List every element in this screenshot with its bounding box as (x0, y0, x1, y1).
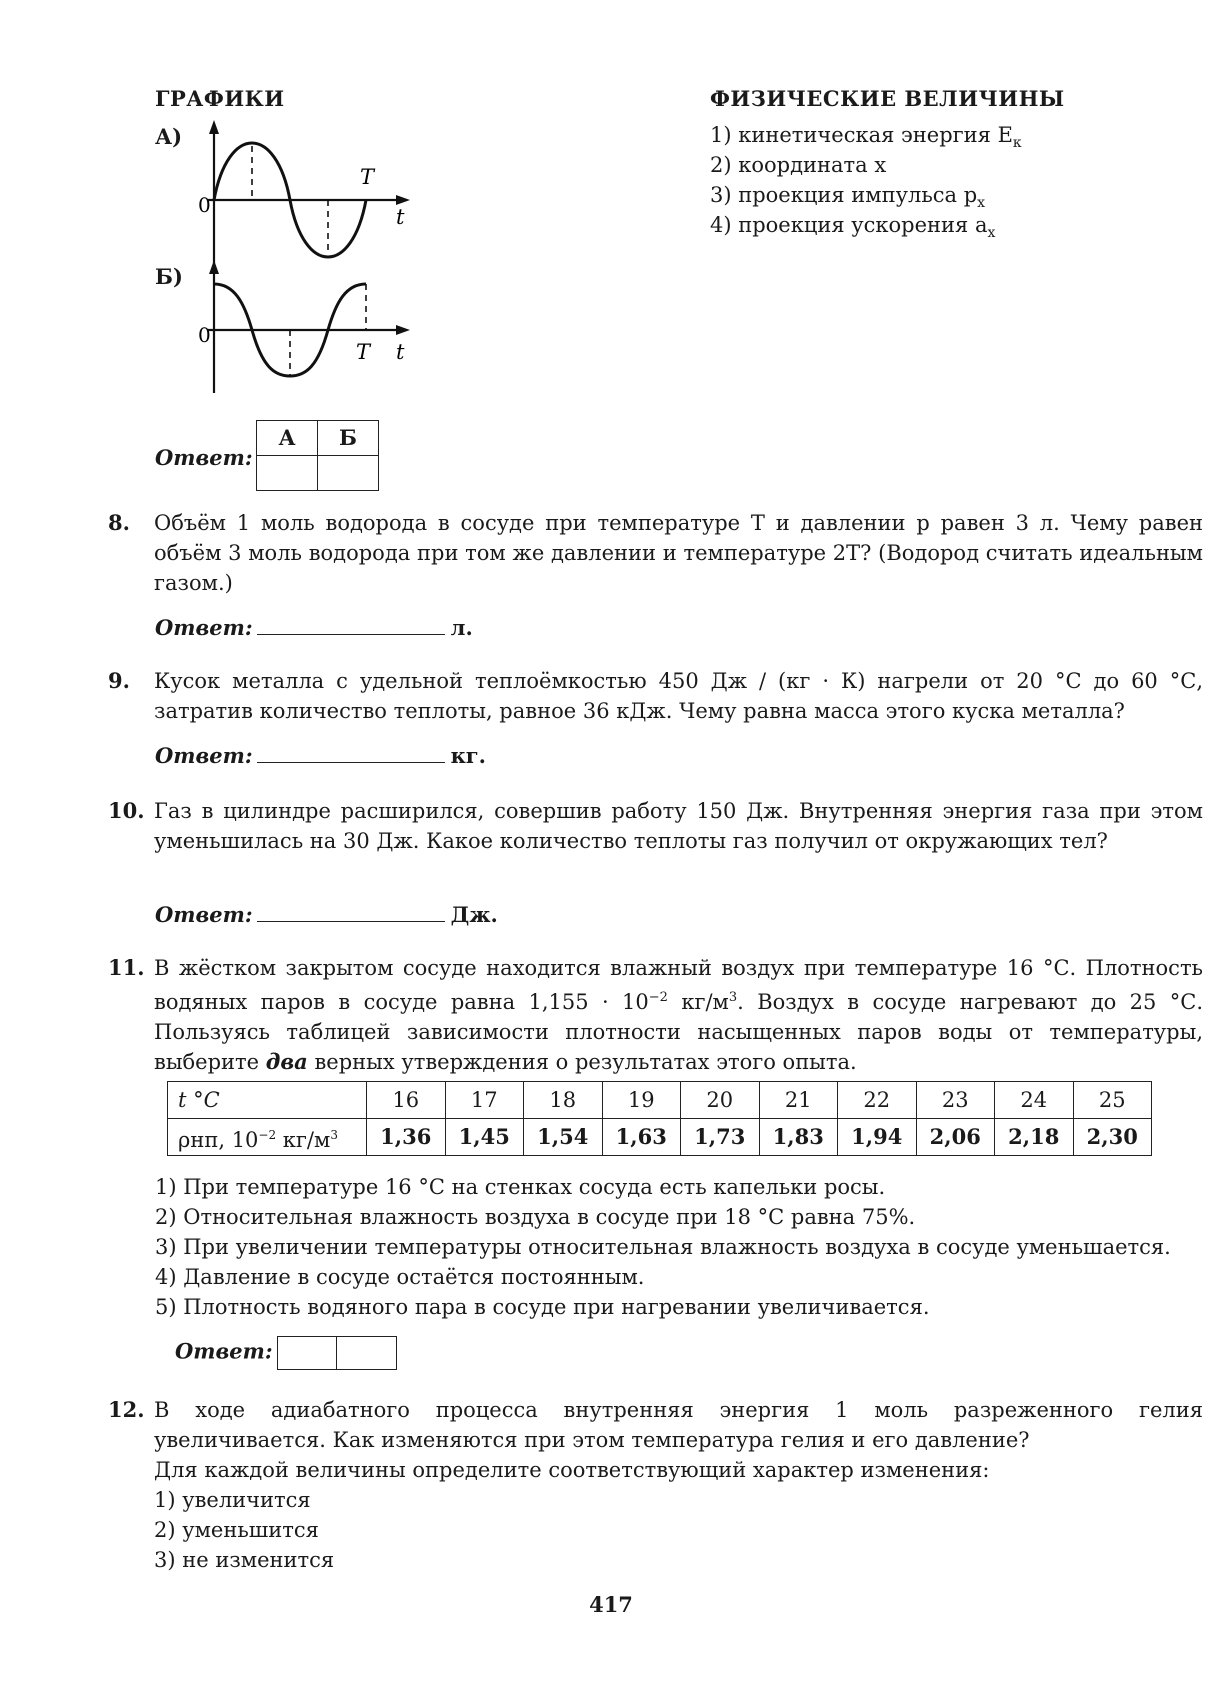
quantity-item: 3) проекция импульса $p_x$ (710, 183, 986, 212)
table-cell: 1,63 (602, 1119, 681, 1156)
option-item: 2) уменьшится (154, 1518, 319, 1542)
problem-8-answer: Ответ: л. (155, 612, 473, 643)
option-item: 2) Относительная влажность воздуха в сосуде при 18 °С равна 75%. (155, 1205, 916, 1229)
problem-number: 12. (108, 1397, 145, 1422)
quantity-item: 4) проекция ускорения $a_x$ (710, 213, 996, 242)
problem-text: Объём 1 моль водорода в сосуде при температуре T и давлении p равен 3 л. Чему равен объём 3 моль водорода при том же давлении и температуре 2T? (Водород считать идеальным газом.) (154, 511, 1203, 595)
option-item: 4) Давление в сосуде остаётся постоянным. (155, 1265, 645, 1289)
problem-10 (108, 796, 1203, 856)
table-cell: 24 (995, 1082, 1074, 1119)
problem-11-options (155, 1172, 1171, 1322)
graph-b-y-arrow (209, 260, 219, 274)
graph-a-y-arrow (209, 120, 219, 134)
option-item: 1) При температуре 16 °С на стенках сосуда есть капельки росы. (155, 1175, 886, 1199)
problem-12 (108, 1395, 1203, 1575)
answer-cell-a[interactable] (257, 456, 318, 491)
problem-number: 11. (108, 955, 145, 980)
table-cell: 2,30 (1073, 1119, 1152, 1156)
table-cell: 2,06 (916, 1119, 995, 1156)
graph-b (190, 258, 420, 398)
option-item: 1) увеличится (154, 1488, 311, 1512)
graph-b-label: Б) (155, 264, 183, 289)
problem-10-answer: Ответ: Дж. (155, 899, 498, 930)
table-cell: 1,73 (681, 1119, 760, 1156)
answer-cell-b[interactable] (318, 456, 379, 491)
quantities-list (710, 120, 1022, 240)
matching-answer-label: Ответ: (155, 445, 253, 470)
answer-col-b: Б (318, 421, 379, 456)
problem-number: 10. (108, 798, 145, 823)
table-cell: 25 (1073, 1082, 1152, 1119)
graphs-title: ГРАФИКИ (155, 86, 285, 111)
graph-a-t-arrow (396, 195, 410, 205)
table-cell: 18 (524, 1082, 603, 1119)
answer-box-2[interactable] (337, 1336, 397, 1370)
problem-11 (108, 953, 1203, 1077)
table-head-temp: t °C (168, 1082, 367, 1119)
answer-line[interactable] (257, 740, 445, 763)
problem-text: Газ в цилиндре расширился, совершив работу 150 Дж. Внутренняя энергия газа при этом уменьшилась на 30 Дж. Какое количество теплоты газ получил от окружающих тел? (154, 799, 1203, 853)
problem-8 (108, 508, 1203, 598)
table-cell: 19 (602, 1082, 681, 1119)
quantities-title: ФИЗИЧЕСКИЕ ВЕЛИЧИНЫ (710, 86, 1065, 111)
table-cell: 20 (681, 1082, 760, 1119)
option-item: 3) не изменится (154, 1548, 335, 1572)
problem-number: 9. (108, 668, 130, 693)
problem-9 (108, 666, 1203, 726)
answer-line[interactable] (257, 612, 445, 635)
table-cell: 23 (916, 1082, 995, 1119)
matching-answer-table (256, 420, 379, 491)
quantity-item: 2) координата x (710, 153, 887, 177)
table-cell: 16 (367, 1082, 446, 1119)
graph-a-zero: 0 (198, 193, 211, 217)
graph-b-t: t (396, 340, 405, 364)
quantity-item: 1) кинетическая энергия $E_к$ (710, 123, 1022, 152)
graph-b-period: T (356, 340, 371, 364)
table-row (168, 1119, 1152, 1156)
table-cell: 21 (759, 1082, 838, 1119)
option-item: 3) При увеличении температуры относительная влажность воздуха в сосуде уменьшается. (155, 1235, 1171, 1259)
graph-b-zero: 0 (198, 323, 211, 347)
graph-a-label: А) (155, 124, 183, 149)
table-cell: 1,36 (367, 1119, 446, 1156)
graph-a-t: t (396, 205, 405, 229)
option-item: 5) Плотность водяного пара в сосуде при нагревании увеличивается. (155, 1295, 930, 1319)
table-cell: 17 (445, 1082, 524, 1119)
table-cell: 1,54 (524, 1119, 603, 1156)
problem-text: В жёстком закрытом сосуде находится влажный воздух при температуре 16 °С. Плотность водяных паров в сосуде равна $1,155 \cdot 10^{-2}$ $кг/м^3$. Воздух в сосуде нагревают до 25 °С. Пользуясь таблицей зависимости плотности насыщенных паров воды от температуры, выберите два верных утверждения о результатах этого опыта. (154, 956, 1203, 1074)
answer-col-a: А (257, 421, 318, 456)
table-cell: 1,83 (759, 1119, 838, 1156)
table-row (168, 1082, 1152, 1119)
answer-line[interactable] (257, 899, 445, 922)
problem-text: В ходе адиабатного процесса внутренняя энергия 1 моль разреженного гелия увеличивается. Как изменяются при этом температура гелия и его давление? (154, 1398, 1203, 1452)
problem-number: 8. (108, 510, 130, 535)
table-cell: 1,94 (838, 1119, 917, 1156)
table-cell: 2,18 (995, 1119, 1074, 1156)
table-head-density: ρнп, $10^{-2}$ $кг/м^3$ (168, 1119, 367, 1156)
graph-a-period: T (360, 165, 375, 189)
problem-9-answer: Ответ: кг. (155, 740, 486, 771)
table-cell: 22 (838, 1082, 917, 1119)
problem-11-answer: Ответ: (175, 1336, 397, 1370)
problem-text: Кусок металла с удельной теплоёмкостью 450 Дж / (кг · К) нагрели от 20 °С до 60 °С, затратив количество теплоты, равное 36 кДж. Чему равна масса этого куска металла? (154, 669, 1203, 723)
graph-a (190, 118, 420, 268)
problem-text-2: Для каждой величины определите соответствующий характер изменения: (154, 1458, 990, 1482)
table-cell: 1,45 (445, 1119, 524, 1156)
page-number: 417 (589, 1592, 633, 1617)
density-table (167, 1081, 1152, 1156)
graph-b-t-arrow (396, 325, 410, 335)
answer-box-1[interactable] (277, 1336, 337, 1370)
problem-12-options (154, 1485, 1203, 1575)
